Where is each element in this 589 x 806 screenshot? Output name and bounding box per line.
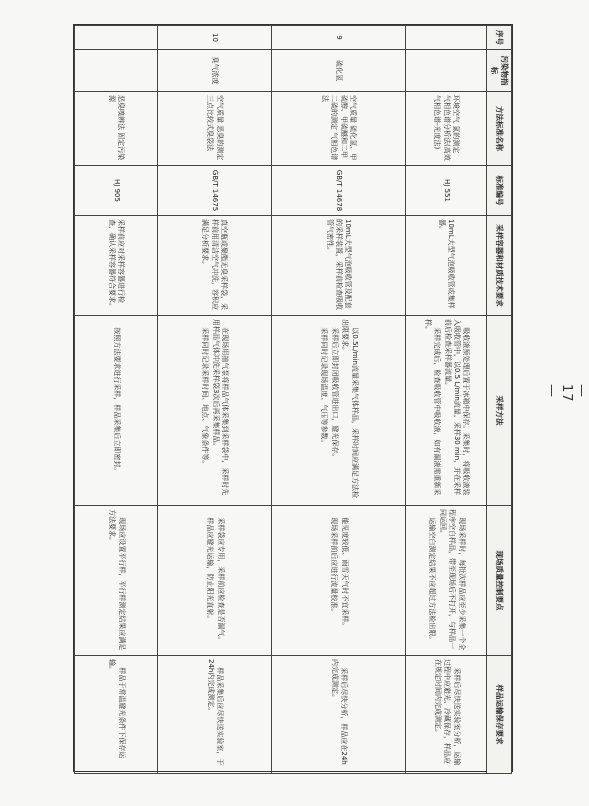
sampling-cell (157, 316, 271, 506)
sampling-text: 以0.5L/min流量采集气体样品，采样时间应满足方法检出限要求。 (341, 319, 359, 498)
transport-text: 样品采集后应尽快送实验室，于24h内完成测定。 (206, 659, 225, 766)
table-row (75, 26, 158, 774)
qc-cell (157, 506, 271, 656)
container-cell: 10mL大型气泡吸收管或集样器。 (406, 216, 487, 316)
header-cell: 采样容器和材质技术要求 (486, 216, 511, 316)
qc-text: 能见度较低、雨雪天气时不宜采样。 (340, 517, 349, 630)
pollutant-cell: 臭气浓度 (157, 50, 271, 92)
header-cell: 样品运输保存要求 (486, 656, 511, 774)
qc-cell (406, 506, 487, 656)
qc-text: 运输空白测定结果不应超过方法检出限。 (428, 517, 437, 644)
transport-cell (75, 656, 158, 774)
table-row (406, 26, 487, 774)
transport-text: 采样后尽快分析，样品应在24h内完成测定。 (330, 659, 349, 765)
container-cell: 真空瓶或聚酯无臭采样袋，采样前用清洁空气冲洗，容积应满足分析要求。 (157, 216, 271, 316)
row-number (406, 26, 487, 50)
pollutant-cell (75, 50, 158, 92)
standard-cell: HJ 551 (406, 166, 487, 216)
sampling-text: 吸收液预处理后置于冰箱中保存。采集时，将吸收液装入吸收管中，以0.5 L/min流量，采样30 min，并在采样前后检查采样器流量。 (443, 319, 471, 496)
header-cell: 现场质量控制要点 (486, 506, 511, 656)
qc-cell (271, 506, 405, 656)
table-row (271, 26, 405, 774)
table-row (157, 26, 271, 774)
qc-cell (75, 506, 158, 656)
qc-text: 样品应避光运输，防止阳光直射。 (206, 517, 215, 623)
sampling-cell (406, 316, 487, 506)
transport-text: 采样后尽快送实验室分析，运输过程中应避光、冷藏保存，样品应在规定时间内完成测定。 (433, 659, 461, 766)
sampling-text: 按照方法要求进行采样，样品采集后立即密封。 (113, 327, 122, 475)
method-cell: 恶臭嗅辨法 固定污染源 (75, 92, 158, 166)
row-number: 10 (157, 26, 271, 50)
table-header-row (486, 26, 511, 774)
transport-cell (157, 656, 271, 774)
qc-text: 采样袋应专用，采样前应检查是否漏气。 (216, 517, 225, 644)
method-cell: 空气质量 硫化氢、甲硫醇、甲硫醚和二甲二硫的测定 气相色谱法 (271, 92, 405, 166)
standard-cell: HJ 905 (75, 166, 158, 216)
method-cell: 空气质量 恶臭的测定 三点比较式臭袋法 (157, 92, 271, 166)
row-number: 9 (271, 26, 405, 50)
header-cell: 标准编号 (486, 166, 511, 216)
qc-text: 现场应设置平行样，平行样测定结果应满足方法要求。 (108, 509, 126, 651)
sampling-cell (271, 316, 405, 506)
transport-cell (271, 656, 405, 774)
standard-cell: GB/T 14675 (157, 166, 271, 216)
header-cell: 污染物指标 (486, 50, 511, 92)
pollutant-cell: 硫化氢 (271, 50, 405, 92)
qc-text: 现场采样前后应进行流量校准。 (330, 517, 339, 616)
sampling-text: 在现场用抽气泵将样品气体采集到采样袋中，采样时先用样品气体冲洗采样袋3次后再采集样品。 (211, 319, 230, 496)
pollutant-cell (406, 50, 487, 92)
sampling-standards-table (74, 25, 512, 774)
sampling-text: 采样完成后，检查吸收管中吸收液，如有漏液需重新采样。 (423, 319, 442, 496)
sampling-text: 采样同时记录采样时间、地点、气象条件等。 (201, 327, 210, 468)
page-number: — 17 — (544, 384, 589, 403)
rotated-standards-table (73, 24, 513, 772)
sampling-text: 采样同时记录现场温度、气压等参数。 (320, 327, 329, 447)
method-cell: 环境空气 氯的测定 气相色谱分析法(高效气相色谱-光度法) (406, 92, 487, 166)
header-cell: 序号 (486, 26, 511, 50)
sampling-text: 采样后立即封闭吸收管进出口，避光保存。 (330, 327, 339, 461)
qc-text: 现场采样时，每批次样品应至少采集一个全程序空白样品，带至现场后不打开，与样品一同运回。 (438, 509, 466, 651)
transport-text: 样品于常温避光条件下保存运输。 (108, 659, 126, 759)
transport-cell (406, 656, 487, 774)
row-number (75, 26, 158, 50)
sampling-cell (75, 316, 158, 506)
standard-cell: GB/T 14678 (271, 166, 405, 216)
container-cell: 采样前应对采样容器进行检查，确认采样容器符合要求。 (75, 216, 158, 316)
container-cell: 10mL大型气泡吸收管及配套的采样装置，采样前检查吸收管气密性。 (271, 216, 405, 316)
header-cell: 方法标准名称 (486, 92, 511, 166)
header-cell: 采样方法 (486, 316, 511, 506)
